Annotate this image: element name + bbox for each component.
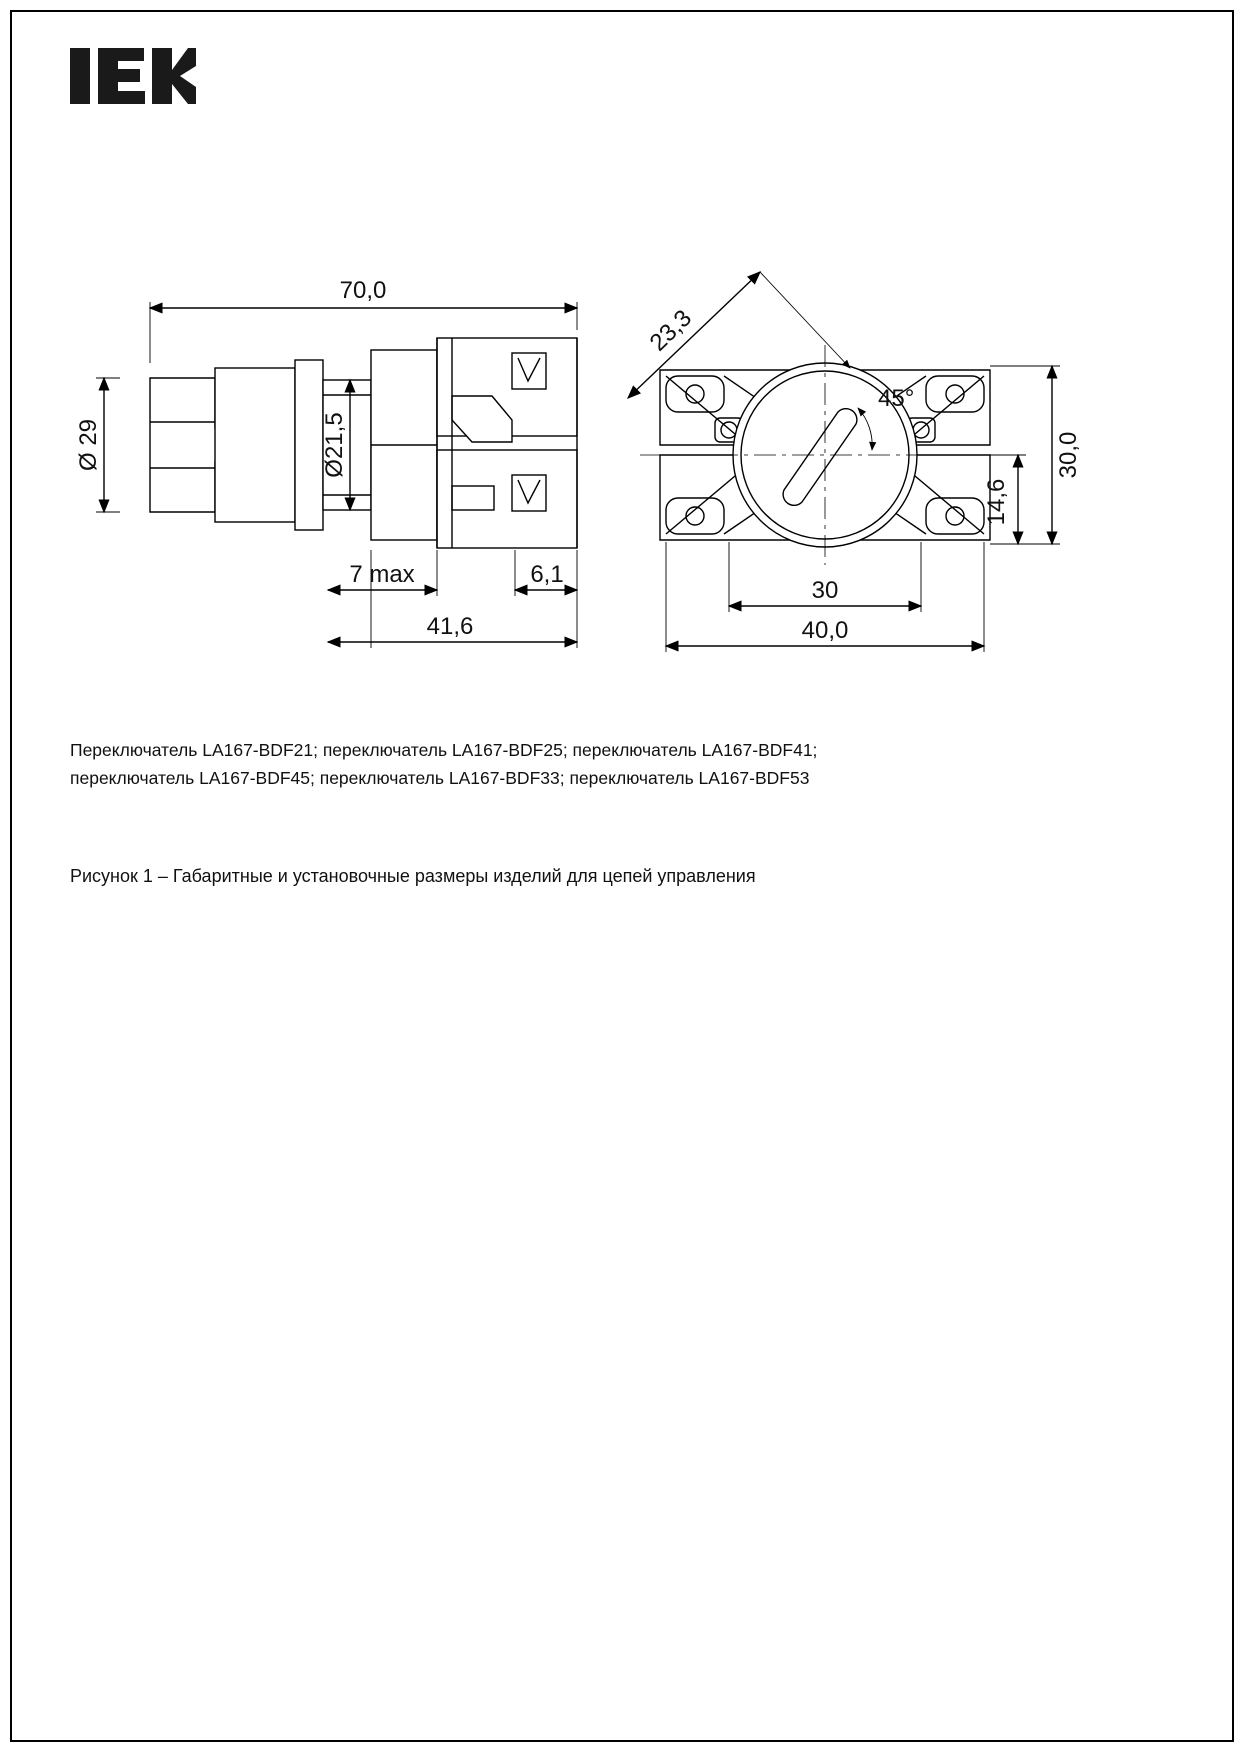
caption-line-2: переключатель LA167-BDF45; переключатель LA167-BDF33; переключатель LA167-BDF53 — [70, 768, 810, 788]
technical-drawing — [60, 250, 1120, 700]
dim-label-thread-diameter: Ø21,5 — [321, 412, 348, 478]
figure-title: Рисунок 1 – Габаритные и установочные размеры изделий для цепей управления — [70, 866, 756, 886]
dim-label-mount-width: 30 — [811, 577, 839, 604]
figure-caption — [70, 736, 1030, 792]
dim-label-knob-angle: 45° — [878, 385, 915, 412]
dim-label-diagonal: 23,3 — [644, 304, 697, 357]
dim-label-height: 30,0 — [1055, 431, 1082, 479]
dim-label-total-length: 70,0 — [339, 277, 387, 304]
dim-label-mount-half-height: 14,6 — [983, 478, 1010, 526]
dim-label-body-length: 41,6 — [426, 613, 474, 640]
front-view-geometry — [640, 345, 1010, 565]
dim-label-terminal-depth: 6,1 — [530, 561, 564, 588]
drawing-canvas — [60, 250, 1120, 700]
dim-label-total-width: 40,0 — [801, 617, 849, 644]
caption-line-1: Переключатель LA167-BDF21; переключатель LA167-BDF25; переключатель LA167-BDF41; — [70, 740, 818, 760]
dim-label-bezel-diameter: Ø 29 — [75, 418, 102, 472]
iek-logo — [68, 42, 198, 112]
side-view-geometry — [150, 338, 577, 548]
iek-logo-icon — [68, 42, 198, 112]
dim-label-panel-thickness: 7 max — [349, 561, 415, 588]
